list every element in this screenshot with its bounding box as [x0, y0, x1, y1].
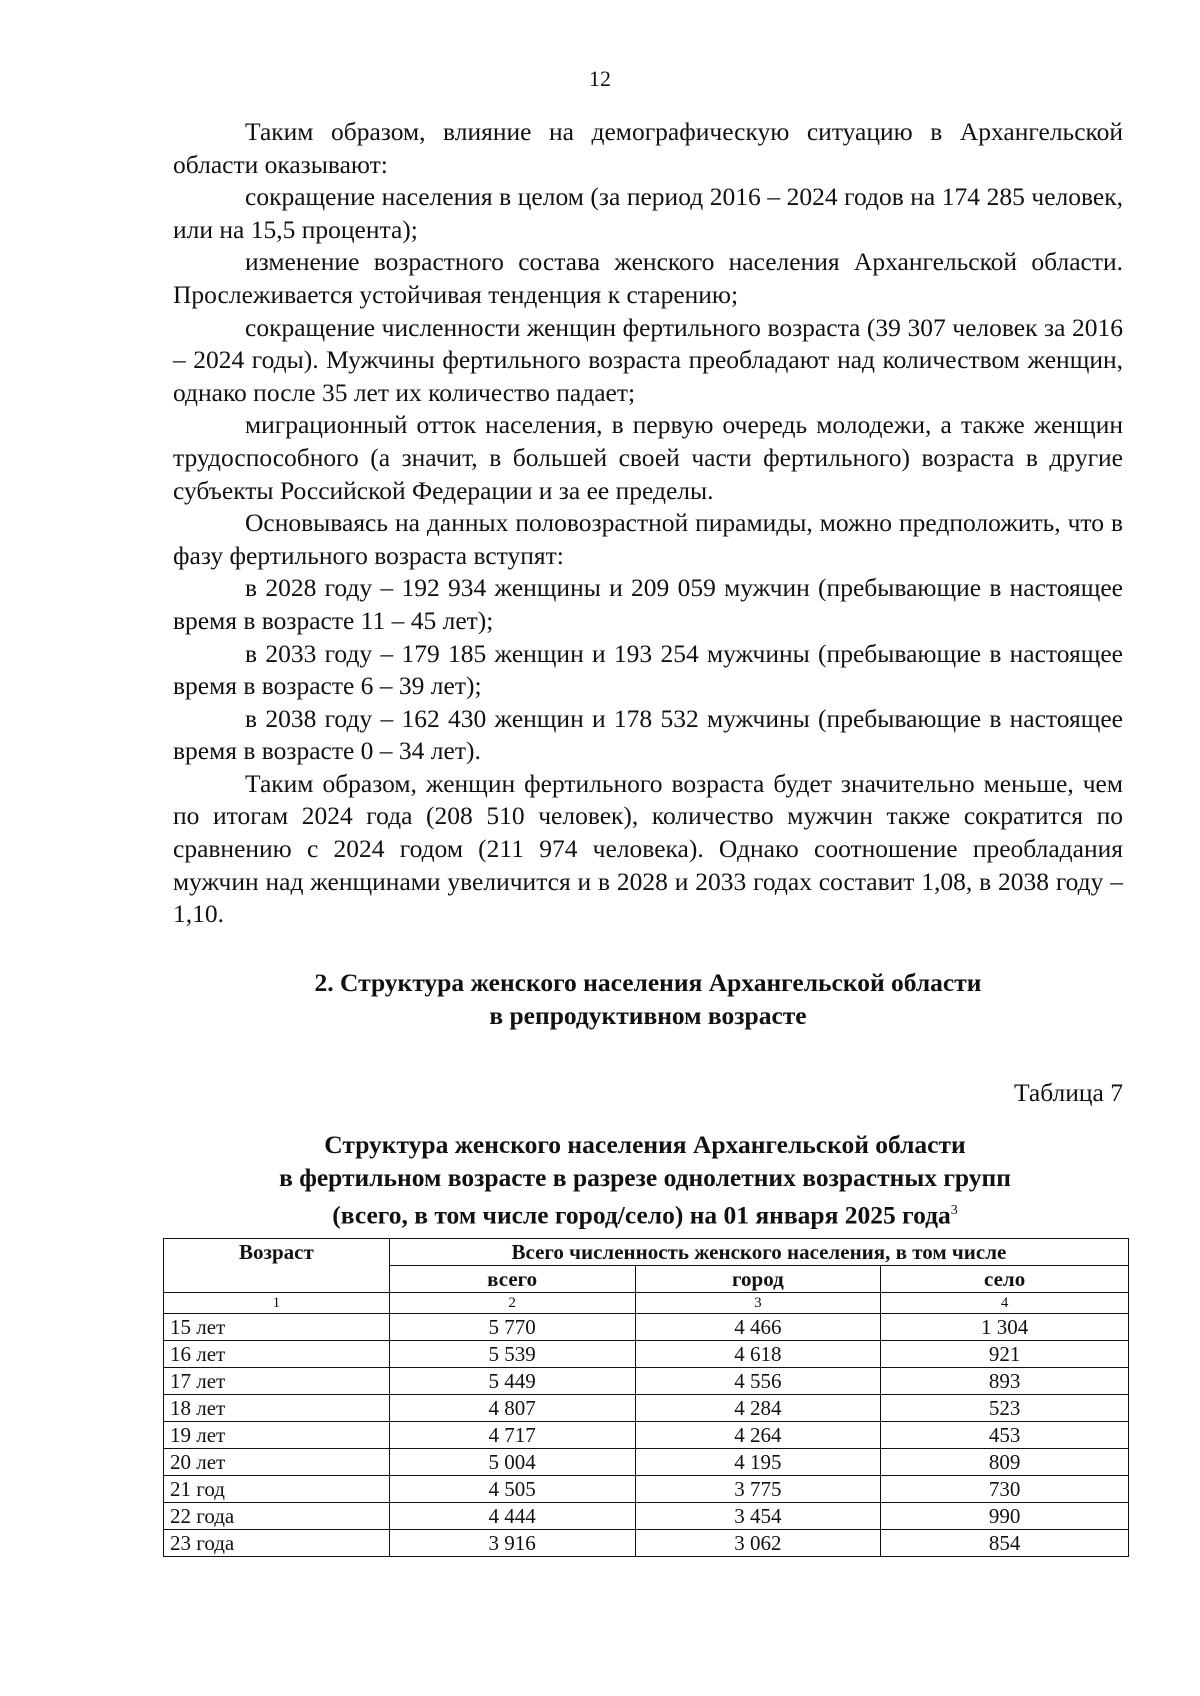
table-row	[164, 1368, 1129, 1395]
table-row	[164, 1449, 1129, 1476]
cell-age: 18 лет	[164, 1395, 390, 1422]
cell-total: 4 717	[389, 1422, 635, 1449]
subheader-city: город	[635, 1266, 881, 1293]
cell-age: 15 лет	[164, 1314, 390, 1341]
paragraph: в 2028 году – 192 934 женщины и 209 059 мужчин (пребывающие в настоящее время в возрасте 11 – 45 лет);	[173, 573, 1123, 635]
cell-village: 893	[881, 1368, 1129, 1395]
header-age: Возраст	[164, 1239, 390, 1293]
table-row	[164, 1341, 1129, 1368]
section-heading-line: в репродуктивном возрасте	[489, 1001, 807, 1030]
cell-city: 4 195	[635, 1449, 881, 1476]
subheader-village: село	[881, 1266, 1129, 1293]
body-text	[173, 116, 1123, 931]
subheader-total: всего	[389, 1266, 635, 1293]
paragraph: сокращение населения в целом (за период 2016 – 2024 годов на 174 285 человек, или на 15,5 процента);	[173, 182, 1123, 244]
cell-total: 3 916	[389, 1530, 635, 1557]
table-row	[164, 1422, 1129, 1449]
cell-city: 4 556	[635, 1368, 881, 1395]
cell-total: 5 539	[389, 1341, 635, 1368]
table-row	[164, 1395, 1129, 1422]
table-row	[164, 1503, 1129, 1530]
cell-city: 4 264	[635, 1422, 881, 1449]
table-row	[164, 1476, 1129, 1503]
cell-total: 5 449	[389, 1368, 635, 1395]
table-title-line	[160, 1194, 1130, 1232]
table-title-text: (всего, в том числе город/село) на 01 января 2025 года	[332, 1200, 951, 1230]
cell-age: 22 года	[164, 1503, 390, 1530]
table-row	[164, 1314, 1129, 1341]
page-number: 12	[589, 66, 611, 91]
column-number: 3	[635, 1293, 881, 1314]
cell-age: 21 год	[164, 1476, 390, 1503]
cell-city: 3 454	[635, 1503, 881, 1530]
table-title	[160, 1128, 1130, 1232]
cell-village: 453	[881, 1422, 1129, 1449]
cell-village: 921	[881, 1341, 1129, 1368]
table-row	[164, 1530, 1129, 1557]
cell-village: 854	[881, 1530, 1129, 1557]
cell-age: 16 лет	[164, 1341, 390, 1368]
cell-village: 809	[881, 1449, 1129, 1476]
cell-total: 4 807	[389, 1395, 635, 1422]
table-title-line: Структура женского населения Архангельской области	[324, 1130, 966, 1159]
cell-village: 523	[881, 1395, 1129, 1422]
paragraph: Таким образом, влияние на демографическую ситуацию в Архангельской области оказывают:	[173, 117, 1123, 179]
cell-age: 19 лет	[164, 1422, 390, 1449]
header-group: Всего численность женского населения, в том числе	[389, 1239, 1128, 1266]
data-table	[163, 1238, 1129, 1557]
cell-village: 730	[881, 1476, 1129, 1503]
column-number: 1	[164, 1293, 390, 1314]
section-heading-line: 2. Структура женского населения Архангельской области	[314, 968, 982, 997]
cell-city: 3 775	[635, 1476, 881, 1503]
cell-age: 23 года	[164, 1530, 390, 1557]
cell-age: 17 лет	[164, 1368, 390, 1395]
paragraph: в 2038 году – 162 430 женщин и 178 532 мужчины (пребывающие в настоящее время в возрасте 0 – 34 лет).	[173, 703, 1123, 766]
footnote-mark: 3	[950, 1203, 958, 1218]
column-number: 4	[881, 1293, 1129, 1314]
cell-age: 20 лет	[164, 1449, 390, 1476]
cell-total: 5 770	[389, 1314, 635, 1341]
column-number: 2	[389, 1293, 635, 1314]
table-label: Таблица 7	[1013, 1078, 1123, 1107]
paragraph: изменение возрастного состава женского населения Архангельской области. Прослеживается устойчивая тенденция к старению;	[173, 247, 1123, 309]
paragraph: Таким образом, женщин фертильного возраста будет значительно меньше, чем по итогам 2024 года (208 510 человек), количество мужчин также сократится по сравнению с 2024 годом (211 974 человека). Однако соотношение преобладания мужчин над женщинами увеличится и в 2028 и 2033 годах составит 1,08, в 2038 году – 1,10.	[173, 768, 1123, 929]
cell-total: 4 505	[389, 1476, 635, 1503]
cell-total: 4 444	[389, 1503, 635, 1530]
paragraph: в 2033 году – 179 185 женщин и 193 254 мужчины (пребывающие в настоящее время в возрасте 6 – 39 лет);	[173, 638, 1123, 701]
paragraph: миграционный отток населения, в первую очередь молодежи, а также женщин трудоспособного (а значит, в большей своей части фертильного) возраста в другие субъекты Российской Федерации и за ее пределы.	[173, 410, 1123, 505]
column-numbers-row	[164, 1293, 1129, 1314]
cell-city: 4 466	[635, 1314, 881, 1341]
paragraph: Основываясь на данных половозрастной пирамиды, можно предположить, что в фазу фертильного возраста вступят:	[173, 508, 1123, 570]
cell-city: 3 062	[635, 1530, 881, 1557]
cell-village: 990	[881, 1503, 1129, 1530]
cell-city: 4 284	[635, 1395, 881, 1422]
cell-city: 4 618	[635, 1341, 881, 1368]
cell-village: 1 304	[881, 1314, 1129, 1341]
section-heading	[173, 966, 1123, 1032]
table-header-row	[164, 1239, 1129, 1266]
cell-total: 5 004	[389, 1449, 635, 1476]
paragraph: сокращение численности женщин фертильного возраста (39 307 человек за 2016 – 2024 годы). Мужчины фертильного возраста преобладают над количеством женщин, однако после 35 лет их количество падает;	[173, 312, 1123, 407]
table-title-line: в фертильном возрасте в разрезе однолетних возрастных групп	[279, 1163, 1011, 1192]
